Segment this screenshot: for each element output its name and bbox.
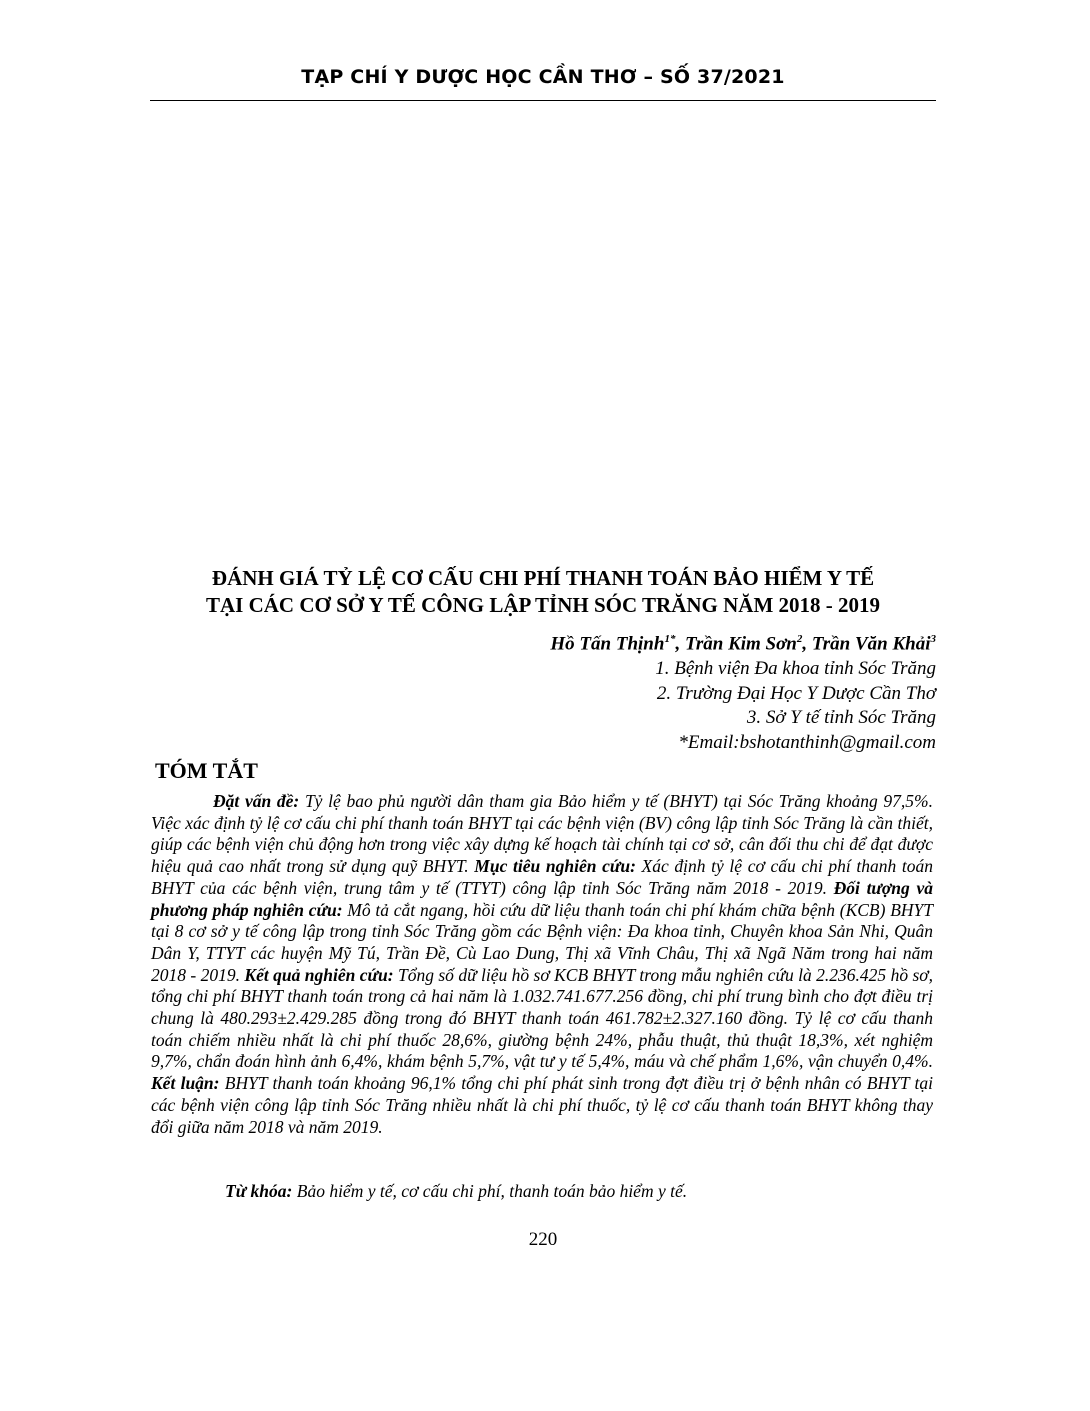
author-2-affiliation-mark: 2 — [796, 633, 803, 645]
author-separator: , — [675, 633, 685, 655]
author-3-affiliation-mark: 3 — [930, 633, 936, 645]
text-conclusion: BHYT thanh toán khoảng 96,1% tổng chi phí phát sinh trong đợt điều trị ở bệnh nhân có BHYT tại các bệnh viện công lập tỉnh Sóc Trăng nhiều nhất là chi phí thuốc, tỷ lệ cơ cấu thanh toán BHYT không thay đổi giữa năm 2018 và năm 2019. — [151, 1073, 933, 1137]
affiliation-3: 3. Sở Y tế tỉnh Sóc Trăng — [746, 707, 936, 728]
affiliation-1: 1. Bệnh viện Đa khoa tỉnh Sóc Trăng — [655, 658, 936, 679]
page-number: 220 — [528, 1229, 558, 1250]
text-keywords: Bảo hiểm y tế, cơ cấu chi phí, thanh toán bảo hiểm y tế. — [292, 1181, 688, 1201]
article-title-line-2: TẠI CÁC CƠ SỞ Y TẾ CÔNG LẬP TỈNH SÓC TRĂNG NĂM 2018 - 2019 — [205, 593, 881, 617]
text-background: Tỷ lệ bao phủ người dân tham gia Bảo hiểm y tế (BHYT) tại Sóc Trăng khoảng 97,5%. Việc xác định tỷ lệ cơ cấu chi phí thanh toán BHYT tại các bệnh viện (BV) công lập tỉnh Sóc Trăng là cần thiết, giúp các bệnh viện chủ động hơn trong việc xây dựng kế hoạch tài chính tại cơ sở, cân đối thu chi để đạt được hiệu quả cao nhất trong sử dụng quỹ BHYT. — [151, 791, 933, 877]
author-separator: , — [802, 633, 812, 655]
author-1-name: Hồ Tấn Thịnh — [550, 633, 665, 655]
text-methods: Mô tả cắt ngang, hồi cứu dữ liệu thanh toán chi phí khám chữa bệnh (KCB) BHYT tại 8 cơ sở y tế công lập trong tỉnh Sóc Trăng gồm các Bệnh viện: Đa khoa tỉnh, Chuyên khoa Sản Nhi, Quân Dân Y, TTYT các huyện Mỹ Tú, Trần Đề, Cù Lao Dung, Thị xã Vĩnh Châu, Thị xã Ngã Năm trong hai năm 2018 - 2019. — [151, 899, 933, 985]
author-2-name: Trần Kim Sơn — [684, 633, 797, 655]
text-results: Tổng số dữ liệu hồ sơ KCB BHYT trong mẫu nghiên cứu là 2.236.425 hồ sơ, tổng chi phí BHYT thanh toán trong cả hai năm là 1.032.741.677.256 đồng, chi phí trung bình cho đợt điều trị chung là 480.293±2.429.285 đồng trong đó BHYT thanh toán 461.782±2.327.160 đồng. Tỷ lệ cơ cấu thanh toán chiếm nhiều nhất là chi phí thuốc 28,6%, giường bệnh 24%, phẫu thuật, thủ thuật 18,3%, xét nghiệm 9,7%, chẩn đoán hình ảnh 6,4%, khám bệnh 5,7%, vật tư y tế 5,4%, máu và chế phẩm 1,6%, vận chuyển 0,4%. — [151, 964, 933, 1072]
label-conclusion: Kết luận: — [151, 1073, 220, 1094]
affiliation-2: 2. Trường Đại Học Y Dược Cần Thơ — [656, 683, 936, 704]
journal-running-header: TẠP CHÍ Y DƯỢC HỌC CẦN THƠ – SỐ 37/2021 — [301, 66, 785, 88]
label-objective: Mục tiêu nghiên cứu: — [474, 856, 636, 877]
label-methods: Đối tượng và phương pháp nghiên cứu: — [151, 877, 933, 920]
header-divider — [150, 100, 936, 101]
text-objective: Xác định tỷ lệ cơ cấu chi phí thanh toán BHYT của các bệnh viện, trung tâm y tế (TTYT) công lập tỉnh Sóc Trăng năm 2018 - 2019. — [151, 856, 933, 898]
article-title — [150, 565, 936, 619]
label-results: Kết quả nghiên cứu: — [244, 964, 394, 985]
abstract-heading: TÓM TẮT — [155, 758, 258, 783]
label-background: Đặt vấn đề: — [213, 791, 300, 811]
abstract-body — [151, 791, 933, 1138]
keywords — [151, 1180, 933, 1202]
author-3-name: Trần Văn Khải — [811, 633, 931, 655]
corresponding-email: *Email:bshotanthinh@gmail.com — [678, 732, 936, 753]
label-keywords: Từ khóa: — [225, 1181, 293, 1201]
author-list — [550, 633, 936, 655]
abstract-paragraph — [151, 791, 933, 1138]
article-title-line-1: ĐÁNH GIÁ TỶ LỆ CƠ CẤU CHI PHÍ THANH TOÁN BẢO HIỂM Y TẾ — [211, 566, 875, 590]
author-1-affiliation-mark: 1* — [664, 633, 676, 645]
